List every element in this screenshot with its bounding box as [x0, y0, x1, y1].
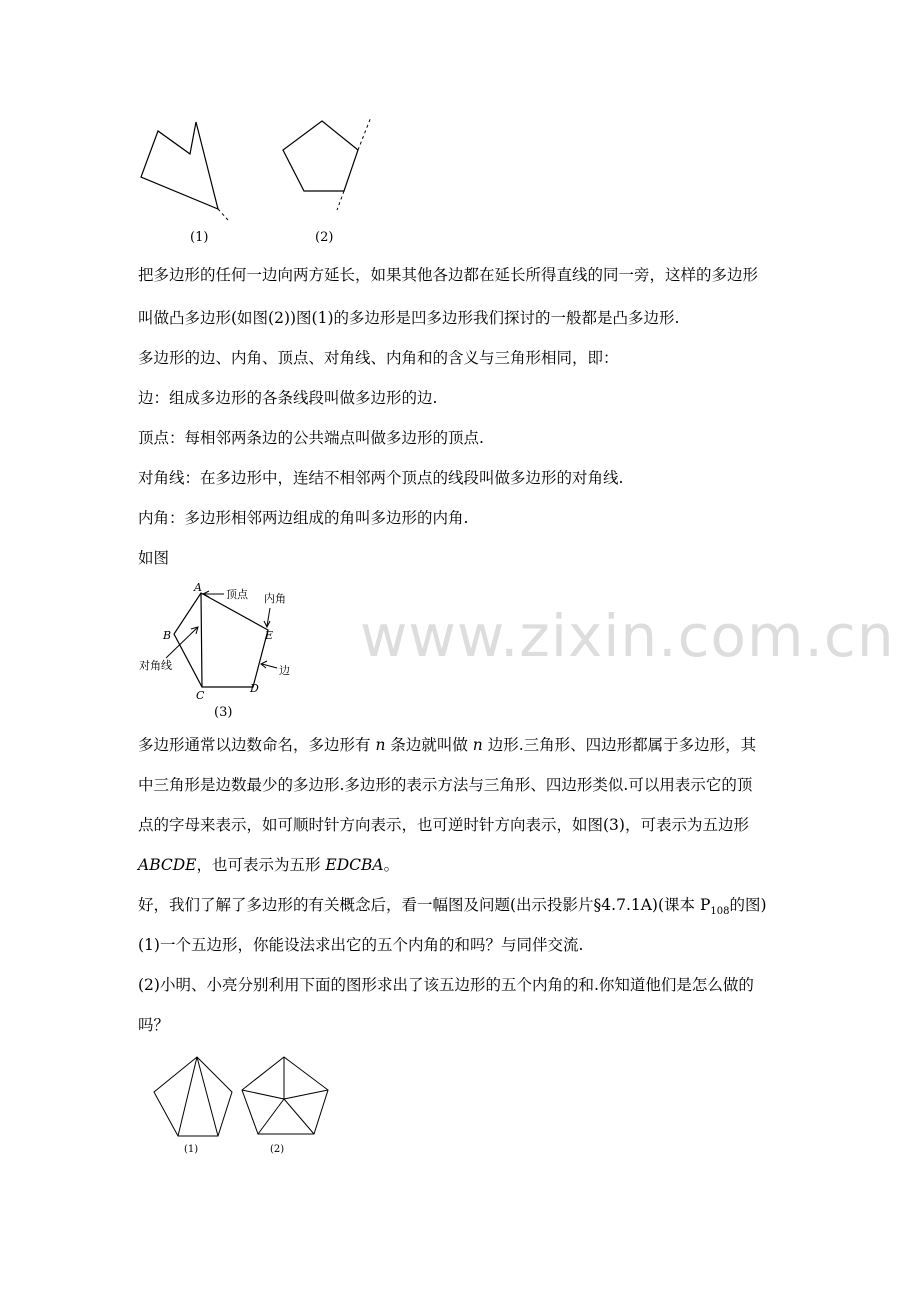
extension-dashed-upper: [358, 117, 371, 150]
diagonal-1b: [197, 1057, 218, 1136]
vertex-c-label: C: [196, 689, 205, 702]
extension-line: [158, 131, 190, 154]
questions-intro: 好，我们了解了多边形的有关概念后，看一幅图及问题(出示投影片§4.7.1A)(课本 $P_{108}$的图): [138, 896, 767, 918]
interior-angle-term-label: 内角: [264, 592, 286, 605]
pentagon-outline-2: [242, 1057, 328, 1134]
spoke-right: [284, 1090, 328, 1099]
vertex-term-label: 顶点: [226, 588, 248, 601]
question-2-line2: 吗？: [138, 1016, 170, 1034]
interior-angle-definition: 内角：多边形相邻两边组成的角叫多边形的内角.: [138, 509, 469, 527]
side-term-label: 边: [279, 664, 290, 677]
labeled-pentagon-figure: [136, 580, 306, 720]
vertex-definition: 顶点：每相邻两条边的公共端点叫做多边形的顶点.: [138, 429, 484, 447]
figure2-caption: (2): [315, 230, 334, 245]
extension-dashed-lower: [337, 191, 344, 210]
question-2-line1: (2)小明、小亮分别利用下面的图形求出了该五边形的五个内角的和.你知道他们是怎么做的: [138, 976, 754, 994]
spoke-left: [242, 1090, 284, 1099]
pentagon-center-triangulation: [236, 1052, 336, 1142]
vertex-d-label: D: [250, 682, 259, 695]
diagonal-term-label: 对角线: [139, 659, 172, 672]
concave-polygon: [141, 122, 218, 209]
convex-pentagon-figure: [275, 112, 385, 212]
pentagon-abcde: [174, 593, 268, 687]
vertex-a-label: A: [194, 581, 202, 594]
naming-line2: 中三角形是边数最少的多边形.多边形的表示方法与三角形、四边形类似.可以用表示它的顶: [138, 776, 753, 794]
side-definition: 边：组成多边形的各条线段叫做多边形的边.: [138, 389, 438, 407]
figure1-caption: (1): [190, 230, 209, 245]
naming-line1: 多边形通常以边数命名，多边形有 n 条边就叫做 n 边形.三角形、四边形都属于多边形，其: [138, 736, 757, 754]
watermark: www.zixin.com.cn: [360, 602, 895, 670]
as-shown-label: 如图: [138, 549, 170, 567]
definitions-intro: 多边形的边、内角、顶点、对角线、内角和的含义与三角形相同，即：: [138, 349, 619, 367]
spoke-lower-right: [284, 1099, 314, 1134]
vertex-b-label: B: [163, 629, 172, 642]
question-1: (1)一个五边形，你能设法求出它的五个内角的和吗？与同伴交流.: [138, 936, 584, 954]
bottom-figure1-caption: (1): [184, 1144, 199, 1155]
pentagon-outline-1: [154, 1057, 232, 1136]
naming-line3: 点的字母来表示，如可顺时针方向表示，也可逆时针方向表示，如图(3)，可表示为五边形: [138, 816, 749, 834]
spoke-lower-left: [258, 1099, 284, 1134]
vertex-e-label: E: [265, 629, 274, 642]
convex-definition-line2: 叫做凸多边形(如图(2))图(1)的多边形是凹多边形我们探讨的一般都是凸多边形.: [138, 309, 680, 327]
naming-line4: ABCDE，也可表示为五形 EDCBA。: [138, 856, 400, 874]
diagonal-1a: [178, 1057, 197, 1136]
concave-polygon-figure: [130, 112, 240, 224]
convex-definition-line1: 把多边形的任何一边向两方延长，如果其他各边都在延长所得直线的同一旁，这样的多边形: [138, 266, 759, 284]
pentagon-fan-triangulation: [148, 1052, 238, 1142]
convex-pentagon: [283, 121, 358, 191]
diagonal-definition: 对角线：在多边形中，连结不相邻两个顶点的线段叫做多边形的对角线.: [138, 469, 624, 487]
bottom-figure2-caption: (2): [270, 1144, 285, 1155]
extension-dashed: [218, 209, 228, 220]
diagonal-ac: [201, 593, 202, 687]
figure3-caption: (3): [214, 705, 233, 720]
